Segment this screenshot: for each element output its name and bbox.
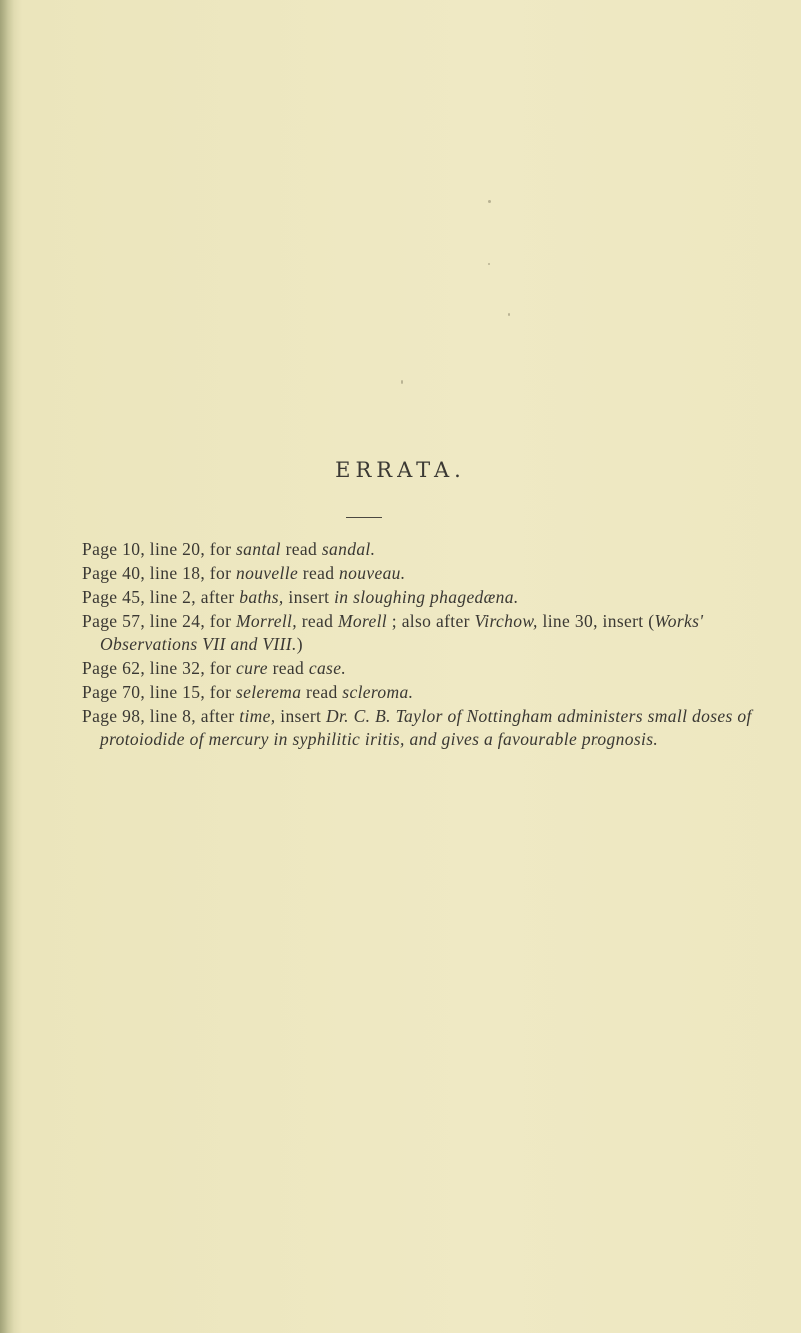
erratum-text: Page 10, line 20, for: [82, 539, 236, 559]
erratum-text: Page 70, line 15, for: [82, 682, 236, 702]
erratum-text: ; also after: [387, 611, 475, 631]
erratum-italic-text: in sloughing phagedæna.: [334, 587, 519, 607]
erratum-text: Page 45, line 2, after: [82, 587, 240, 607]
erratum-text: read: [267, 658, 309, 678]
erratum-text: line 30, insert (: [537, 611, 655, 631]
erratum-italic-text: Works' Observations VII and VIII.: [100, 611, 704, 654]
erratum-text: ): [296, 634, 303, 654]
erratum-text: Page 40, line 18, for: [82, 563, 236, 583]
erratum-text: read: [280, 539, 322, 559]
erratum-entry: [82, 538, 772, 561]
erratum-italic-text: Morrell,: [236, 611, 297, 631]
erratum-entry: [82, 610, 772, 656]
erratum-italic-text: Virchow,: [474, 611, 538, 631]
erratum-text: read: [296, 611, 338, 631]
paper-speck: [488, 263, 490, 265]
erratum-entry: [82, 562, 772, 585]
erratum-text: insert: [275, 706, 326, 726]
erratum-italic-text: santal: [236, 539, 281, 559]
erratum-italic-text: baths,: [239, 587, 284, 607]
erratum-text: insert: [283, 587, 335, 607]
paper-speck: [508, 313, 510, 316]
erratum-italic-text: selerema: [236, 682, 302, 702]
erratum-italic-text: Dr. C. B. Taylor of Nottingham administers small doses of protoiodide of mercury in syphilitic iritis, and gives a favourable prognosis.: [100, 706, 752, 749]
erratum-italic-text: scleroma.: [342, 682, 414, 702]
erratum-italic-text: Morell: [337, 611, 388, 631]
paper-speck: [401, 380, 403, 384]
erratum-entry: [82, 681, 772, 704]
paper-speck: [488, 200, 491, 203]
erratum-entry: [82, 657, 772, 680]
erratum-text: Page 62, line 32, for: [82, 658, 236, 678]
erratum-text: read: [298, 563, 340, 583]
erratum-italic-text: nouveau.: [339, 563, 406, 583]
erratum-italic-text: nouvelle: [236, 563, 299, 583]
title-rule: [346, 517, 382, 518]
erratum-text: read: [301, 682, 343, 702]
erratum-entry: [82, 586, 772, 609]
erratum-text: Page 57, line 24, for: [82, 611, 236, 631]
erratum-italic-text: case.: [308, 658, 347, 678]
erratum-italic-text: time,: [239, 706, 276, 726]
errata-list: [82, 538, 772, 752]
erratum-text: Page 98, line 8, after: [82, 706, 240, 726]
erratum-entry: [82, 705, 772, 751]
spine-shadow: [0, 0, 14, 1333]
page-title: ERRATA.: [335, 458, 466, 482]
erratum-italic-text: sandal.: [321, 539, 376, 559]
erratum-italic-text: cure: [236, 658, 268, 678]
